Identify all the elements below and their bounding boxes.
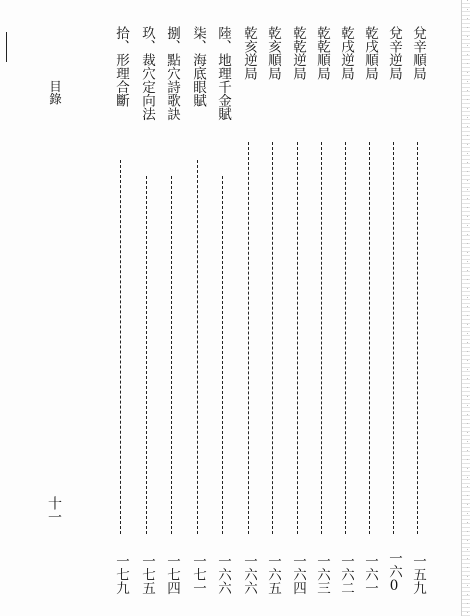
toc-leader-dashes [393, 142, 394, 534]
book-gutter-edge [461, 0, 470, 616]
left-border-rule [6, 32, 7, 62]
toc-entry-title: 乾亥順局 [265, 26, 281, 80]
toc-entry-title: 乾乾逆局 [290, 26, 306, 80]
toc-entry[interactable] [138, 26, 155, 594]
toc-leader-dashes [146, 176, 147, 534]
toc-leader-dashes [197, 160, 198, 534]
toc-page-number: 一六0 [386, 551, 402, 594]
toc-leader-dashes [345, 142, 346, 534]
toc-entry[interactable] [240, 26, 257, 594]
toc-entry-title: 陸、地理千金賦 [215, 26, 231, 121]
toc-leader-dashes [417, 142, 418, 534]
toc-page-number: 一七四 [164, 553, 180, 594]
toc-entry[interactable] [289, 26, 306, 594]
toc-page-number: 一六二 [338, 553, 354, 594]
toc-entry[interactable] [163, 26, 180, 594]
toc-entry-title: 兌辛逆局 [386, 26, 402, 80]
toc-entry-title: 捌、點穴詩歌訣 [164, 26, 180, 121]
toc-page-number: 一六一 [362, 553, 378, 594]
toc-page-number: 一七九 [113, 553, 129, 594]
toc-entry-title: 乾戌順局 [362, 26, 378, 80]
toc-leader-dashes [369, 142, 370, 534]
toc-entry[interactable] [214, 26, 231, 594]
toc-entry-title: 兌辛順局 [410, 26, 426, 80]
toc-leader-dashes [222, 176, 223, 534]
toc-page-number: 一六五 [265, 553, 281, 594]
toc-leader-dashes [120, 160, 121, 534]
gutter-dots [467, 0, 468, 616]
running-header-title: 目錄 [47, 80, 63, 105]
toc-leader-dashes [321, 142, 322, 534]
toc-page-number: 一六三 [314, 553, 330, 594]
toc-entry[interactable] [385, 26, 402, 594]
toc-leader-dashes [171, 176, 172, 534]
toc-page-number: 一七一 [190, 553, 206, 594]
toc-leader-dashes [297, 142, 298, 534]
toc-page-number: 一六四 [290, 553, 306, 594]
toc-page-number: 一六六 [215, 553, 231, 594]
toc-entry[interactable] [361, 26, 378, 594]
toc-entry-title: 拾、形理合斷 [113, 26, 129, 107]
toc-leader-dashes [272, 142, 273, 534]
toc-entry[interactable] [313, 26, 330, 594]
toc-entry-title: 乾亥逆局 [241, 26, 257, 80]
toc-entry[interactable] [264, 26, 281, 594]
toc-page-number: 一七五 [139, 553, 155, 594]
toc-entry-title: 乾乾順局 [314, 26, 330, 80]
toc-leader-dashes [248, 142, 249, 534]
toc-entry[interactable] [112, 26, 129, 594]
toc-entry[interactable] [189, 26, 206, 594]
toc-page-number: 一六六 [241, 553, 257, 594]
toc-entry[interactable] [409, 26, 426, 594]
toc-entry-title: 玖、裁穴定向法 [139, 26, 155, 121]
toc-entry-title: 乾戌逆局 [338, 26, 354, 80]
toc-entry-title: 柒、海底眼賦 [190, 26, 206, 107]
page-folio: 十一 [46, 496, 62, 524]
toc-page-number: 一五九 [410, 553, 426, 594]
toc-entry[interactable] [337, 26, 354, 594]
